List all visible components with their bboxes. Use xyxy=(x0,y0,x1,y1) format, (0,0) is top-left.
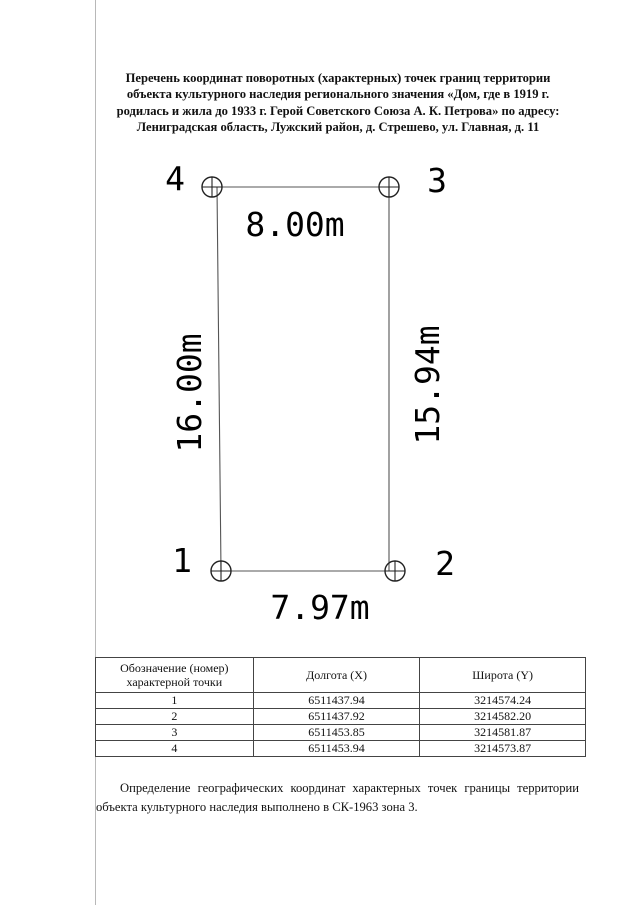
corner-label-3: 3 xyxy=(427,161,447,200)
table-row xyxy=(96,725,586,741)
cell-y: 3214574.24 xyxy=(420,693,586,709)
header-point-designation: Обозначение (номер) характерной точки xyxy=(96,658,254,693)
boundary-outline xyxy=(217,187,389,571)
cell-point: 1 xyxy=(96,693,254,709)
heading-line-2: объекта культурного наследия регионального значения «Дом, где в 1919 г. xyxy=(126,87,550,102)
cell-y: 3214581.87 xyxy=(420,725,586,741)
edge-length-top: 8.00m xyxy=(245,205,345,244)
cell-x: 6511437.92 xyxy=(253,709,420,725)
cell-point: 4 xyxy=(96,741,254,757)
edge-length-left: 16.00m xyxy=(170,333,209,453)
edge-length-right: 15.94m xyxy=(408,325,447,445)
cell-x: 6511453.94 xyxy=(253,741,420,757)
heading-line-1: Перечень координат поворотных (характерных) точек границ территории xyxy=(125,71,551,85)
corner-marker-2 xyxy=(385,561,405,581)
corner-marker-1 xyxy=(211,561,231,581)
table-row xyxy=(96,709,586,725)
coordinate-system-note: Определение географических координат характерных точек границы территории объекта культурного наследия выполнено в СК-1963 зона 3. xyxy=(96,781,579,814)
table-header-row xyxy=(96,658,586,693)
corner-label-4: 4 xyxy=(165,159,185,198)
cell-x: 6511453.85 xyxy=(253,725,420,741)
header-latitude: Широта (Y) xyxy=(420,658,586,693)
table-row xyxy=(96,693,586,709)
corner-marker-4 xyxy=(202,177,222,197)
cell-point: 3 xyxy=(96,725,254,741)
corner-marker-3 xyxy=(379,177,399,197)
heading-line-3: родилась и жила до 1933 г. Герой Советского Союза А. К. Петрова» по адресу: xyxy=(116,103,560,118)
heading-line-4: Лениградская область, Лужский район, д. Стрешево, ул. Главная, д. 11 xyxy=(136,119,540,134)
corner-label-2: 2 xyxy=(435,544,455,583)
table-row xyxy=(96,741,586,757)
cell-y: 3214582.20 xyxy=(420,709,586,725)
cell-x: 6511437.94 xyxy=(253,693,420,709)
cell-point: 2 xyxy=(96,709,254,725)
edge-length-bottom: 7.97m xyxy=(270,588,370,627)
coordinates-table xyxy=(95,657,586,757)
corner-label-1: 1 xyxy=(172,541,192,580)
header-longitude: Долгота (X) xyxy=(253,658,420,693)
cell-y: 3214573.87 xyxy=(420,741,586,757)
